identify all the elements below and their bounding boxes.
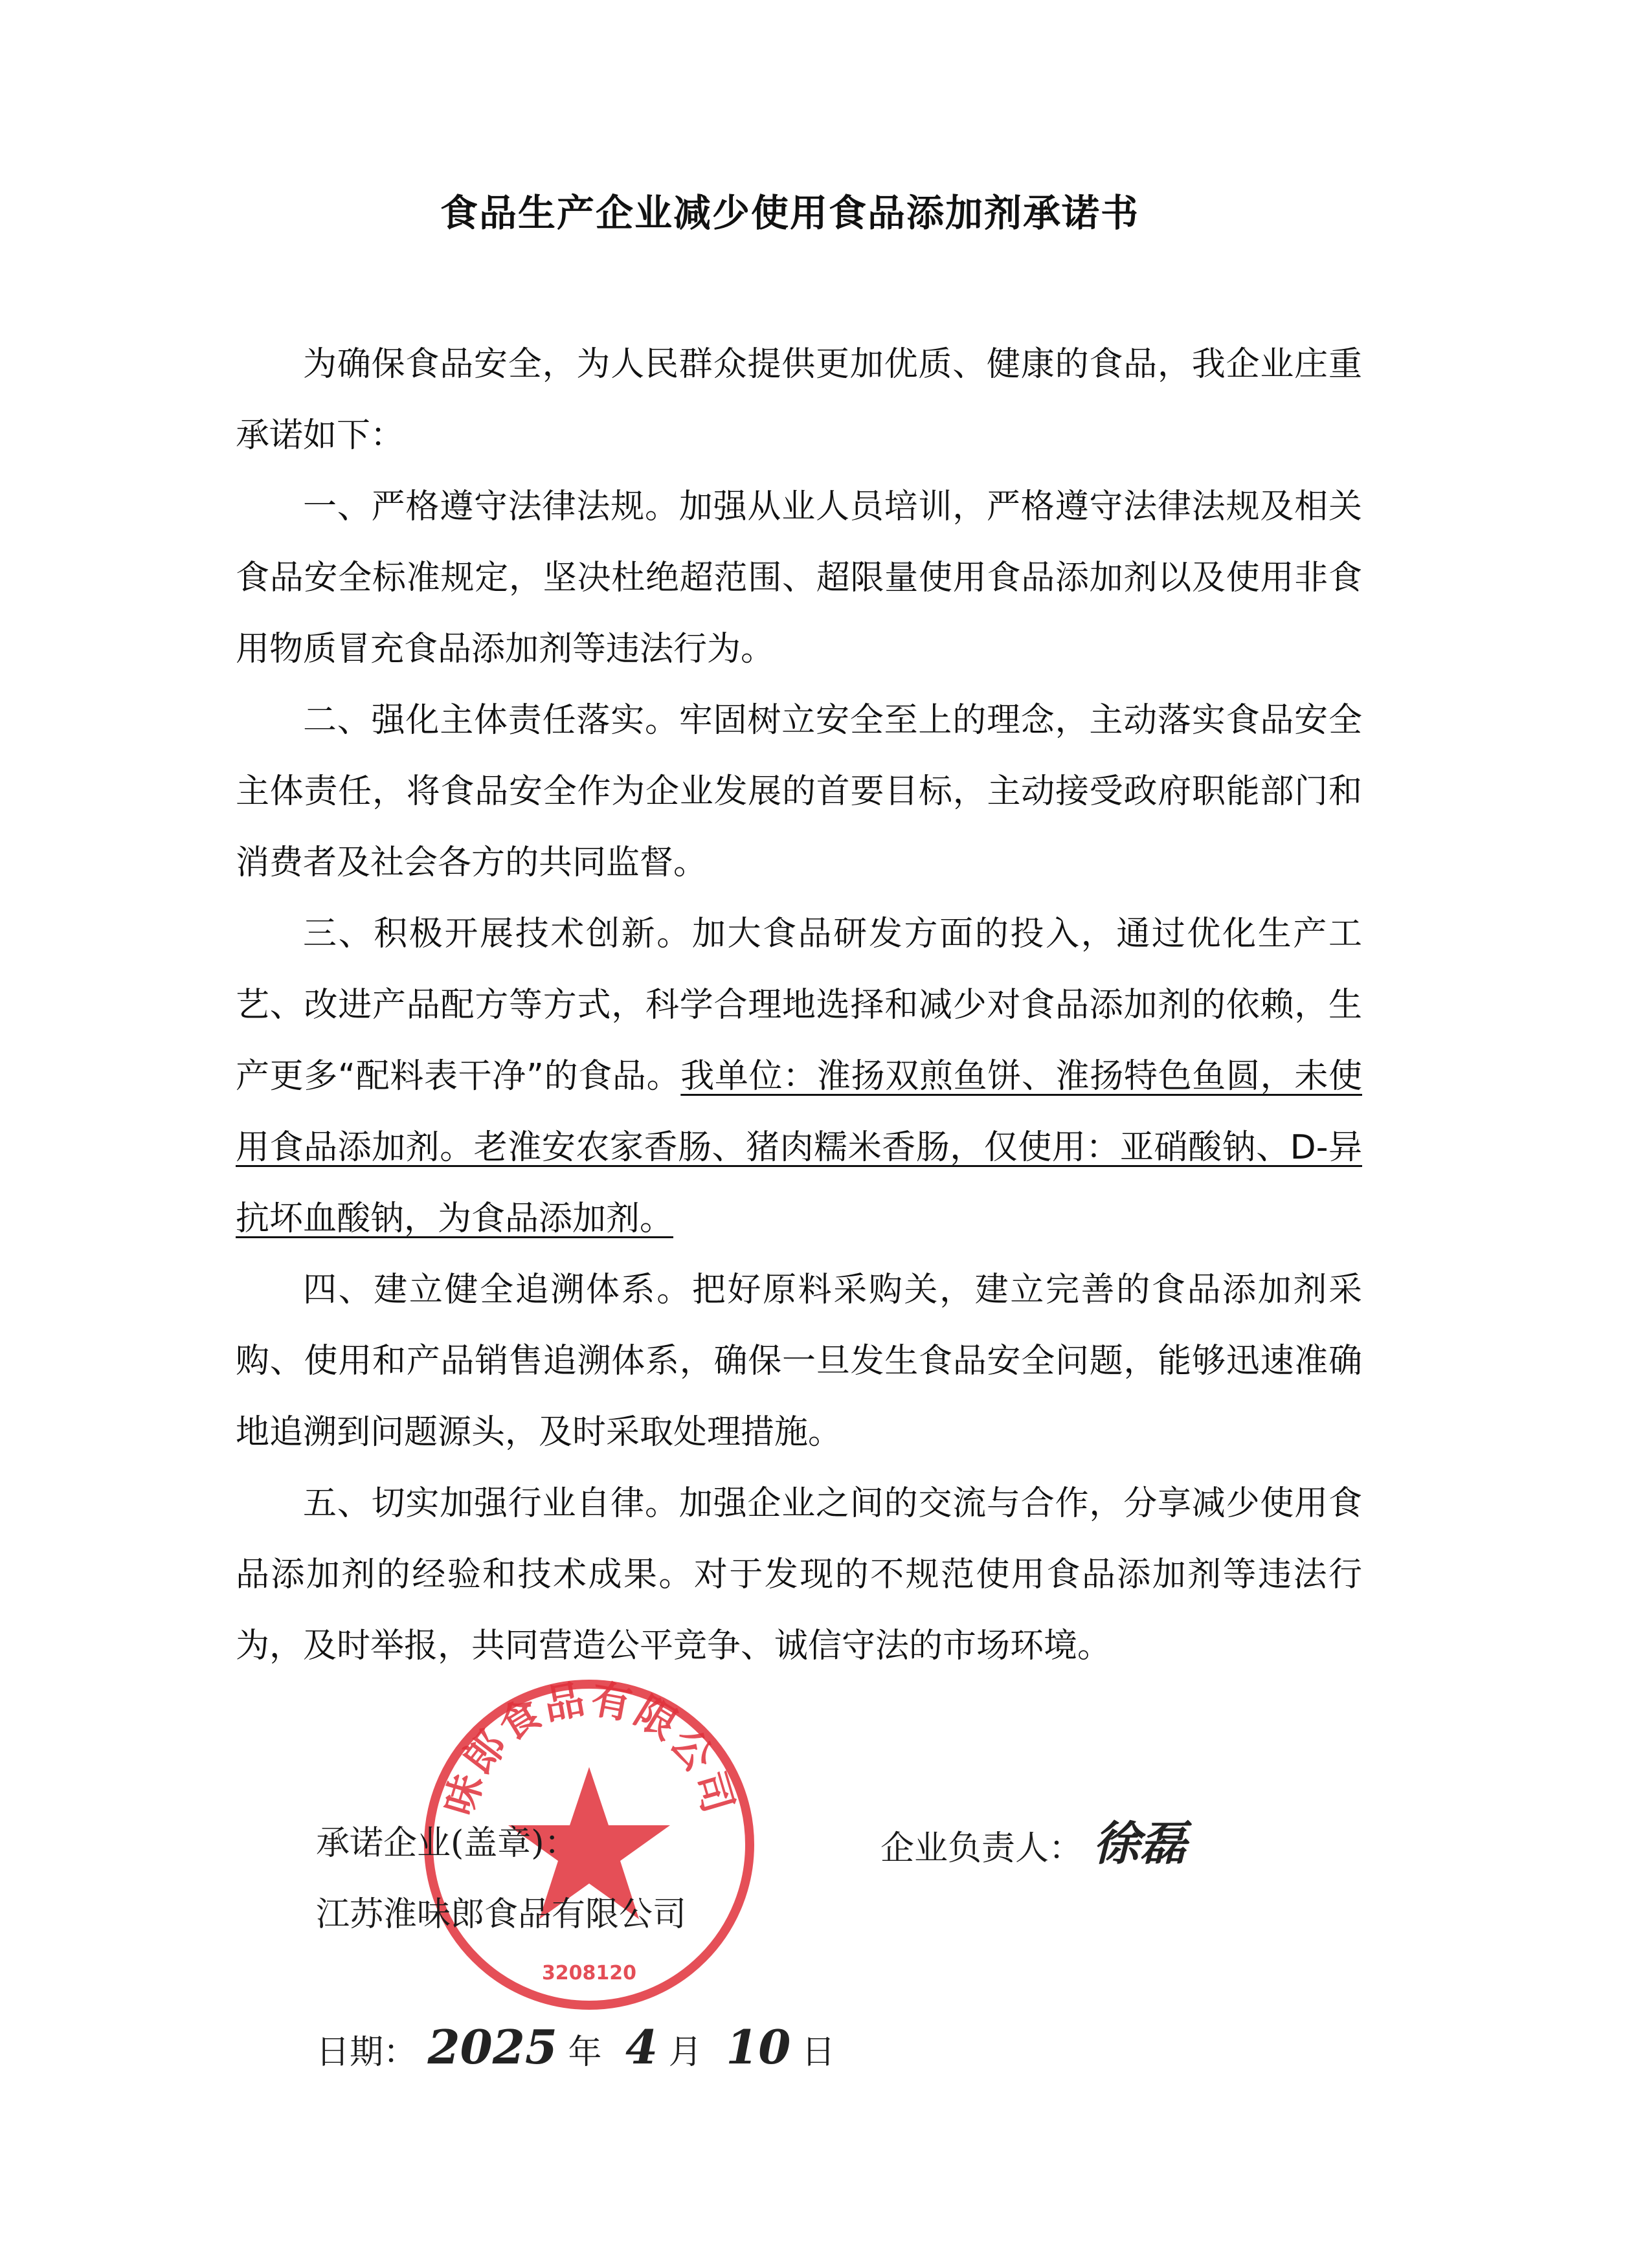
date-year-unit: 年 <box>568 2033 602 2072</box>
company-label-row <box>316 1816 578 1864</box>
date-month-unit: 月 <box>668 2033 702 2072</box>
item-3-text: 三、积极开展技术创新。加大食品研发方面的投入，通过优化生产工艺、改进产品配方等方式，科学合理地选择和减少对食品添加剂的依赖，生产更多“配料表干净”的食品。 <box>236 915 1362 1096</box>
commitment-item-2: 二、强化主体责任落实。牢固树立安全至上的理念，主动落实食品安全主体责任，将食品安全作为企业发展的首要目标，主动接受政府职能部门和消费者及社会各方的共同监督。 <box>236 701 1362 882</box>
document-body <box>236 329 1362 1682</box>
commitment-item-3 <box>236 898 1362 1254</box>
date-month: 4 <box>625 2019 658 2074</box>
date-year: 2025 <box>427 2019 557 2074</box>
date-row <box>316 2019 835 2074</box>
item-3-underlined-statement: 我单位：淮扬双煎鱼饼、淮扬特色鱼圆，未使用食品添加剂。老淮安农家香肠、猪肉糯米香肠，仅使用：亚硝酸钠、D-异抗坏血酸钠，为食品添加剂。 <box>236 1057 1362 1238</box>
responsible-label: 企业负责人： <box>880 1829 1083 1868</box>
date-label: 日期： <box>316 2033 418 2072</box>
commitment-item-1: 一、严格遵守法律法规。加强从业人员培训，严格遵守法律法规及相关食品安全标准规定，坚决杜绝超范围、超限量使用食品添加剂以及使用非食用物质冒充食品添加剂等违法行为。 <box>236 487 1362 669</box>
date-day: 10 <box>726 2019 791 2074</box>
date-day-unit: 日 <box>801 2033 835 2072</box>
responsible-signature: 徐磊 <box>1093 1816 1187 1871</box>
seal-text: 味郎食品有限公司 <box>435 1674 743 1821</box>
document-title: 食品生产企业减少使用食品添加剂承诺书 <box>440 191 1139 235</box>
company-name: 江苏淮味郎食品有限公司 <box>316 1895 687 1934</box>
responsible-row <box>880 1806 1187 1873</box>
seal-number: 3208120 <box>541 1962 637 1984</box>
commitment-item-4: 四、建立健全追溯体系。把好原料采购关，建立完善的食品添加剂采购、使用和产品销售追溯体系，确保一旦发生食品安全问题，能够迅速准确地追溯到问题源头，及时采取处理措施。 <box>236 1271 1362 1452</box>
intro-paragraph: 为确保食品安全，为人民群众提供更加优质、健康的食品，我企业庄重承诺如下： <box>236 345 1362 455</box>
company-label: 承诺企业(盖章)： <box>316 1824 578 1863</box>
commitment-item-5: 五、切实加强行业自律。加强企业之间的交流与合作，分享减少使用食品添加剂的经验和技术成果。对于发现的不规范使用食品添加剂等违法行为，及时举报，共同营造公平竞争、诚信守法的市场环境。 <box>236 1484 1362 1665</box>
company-name-row <box>316 1887 686 1935</box>
